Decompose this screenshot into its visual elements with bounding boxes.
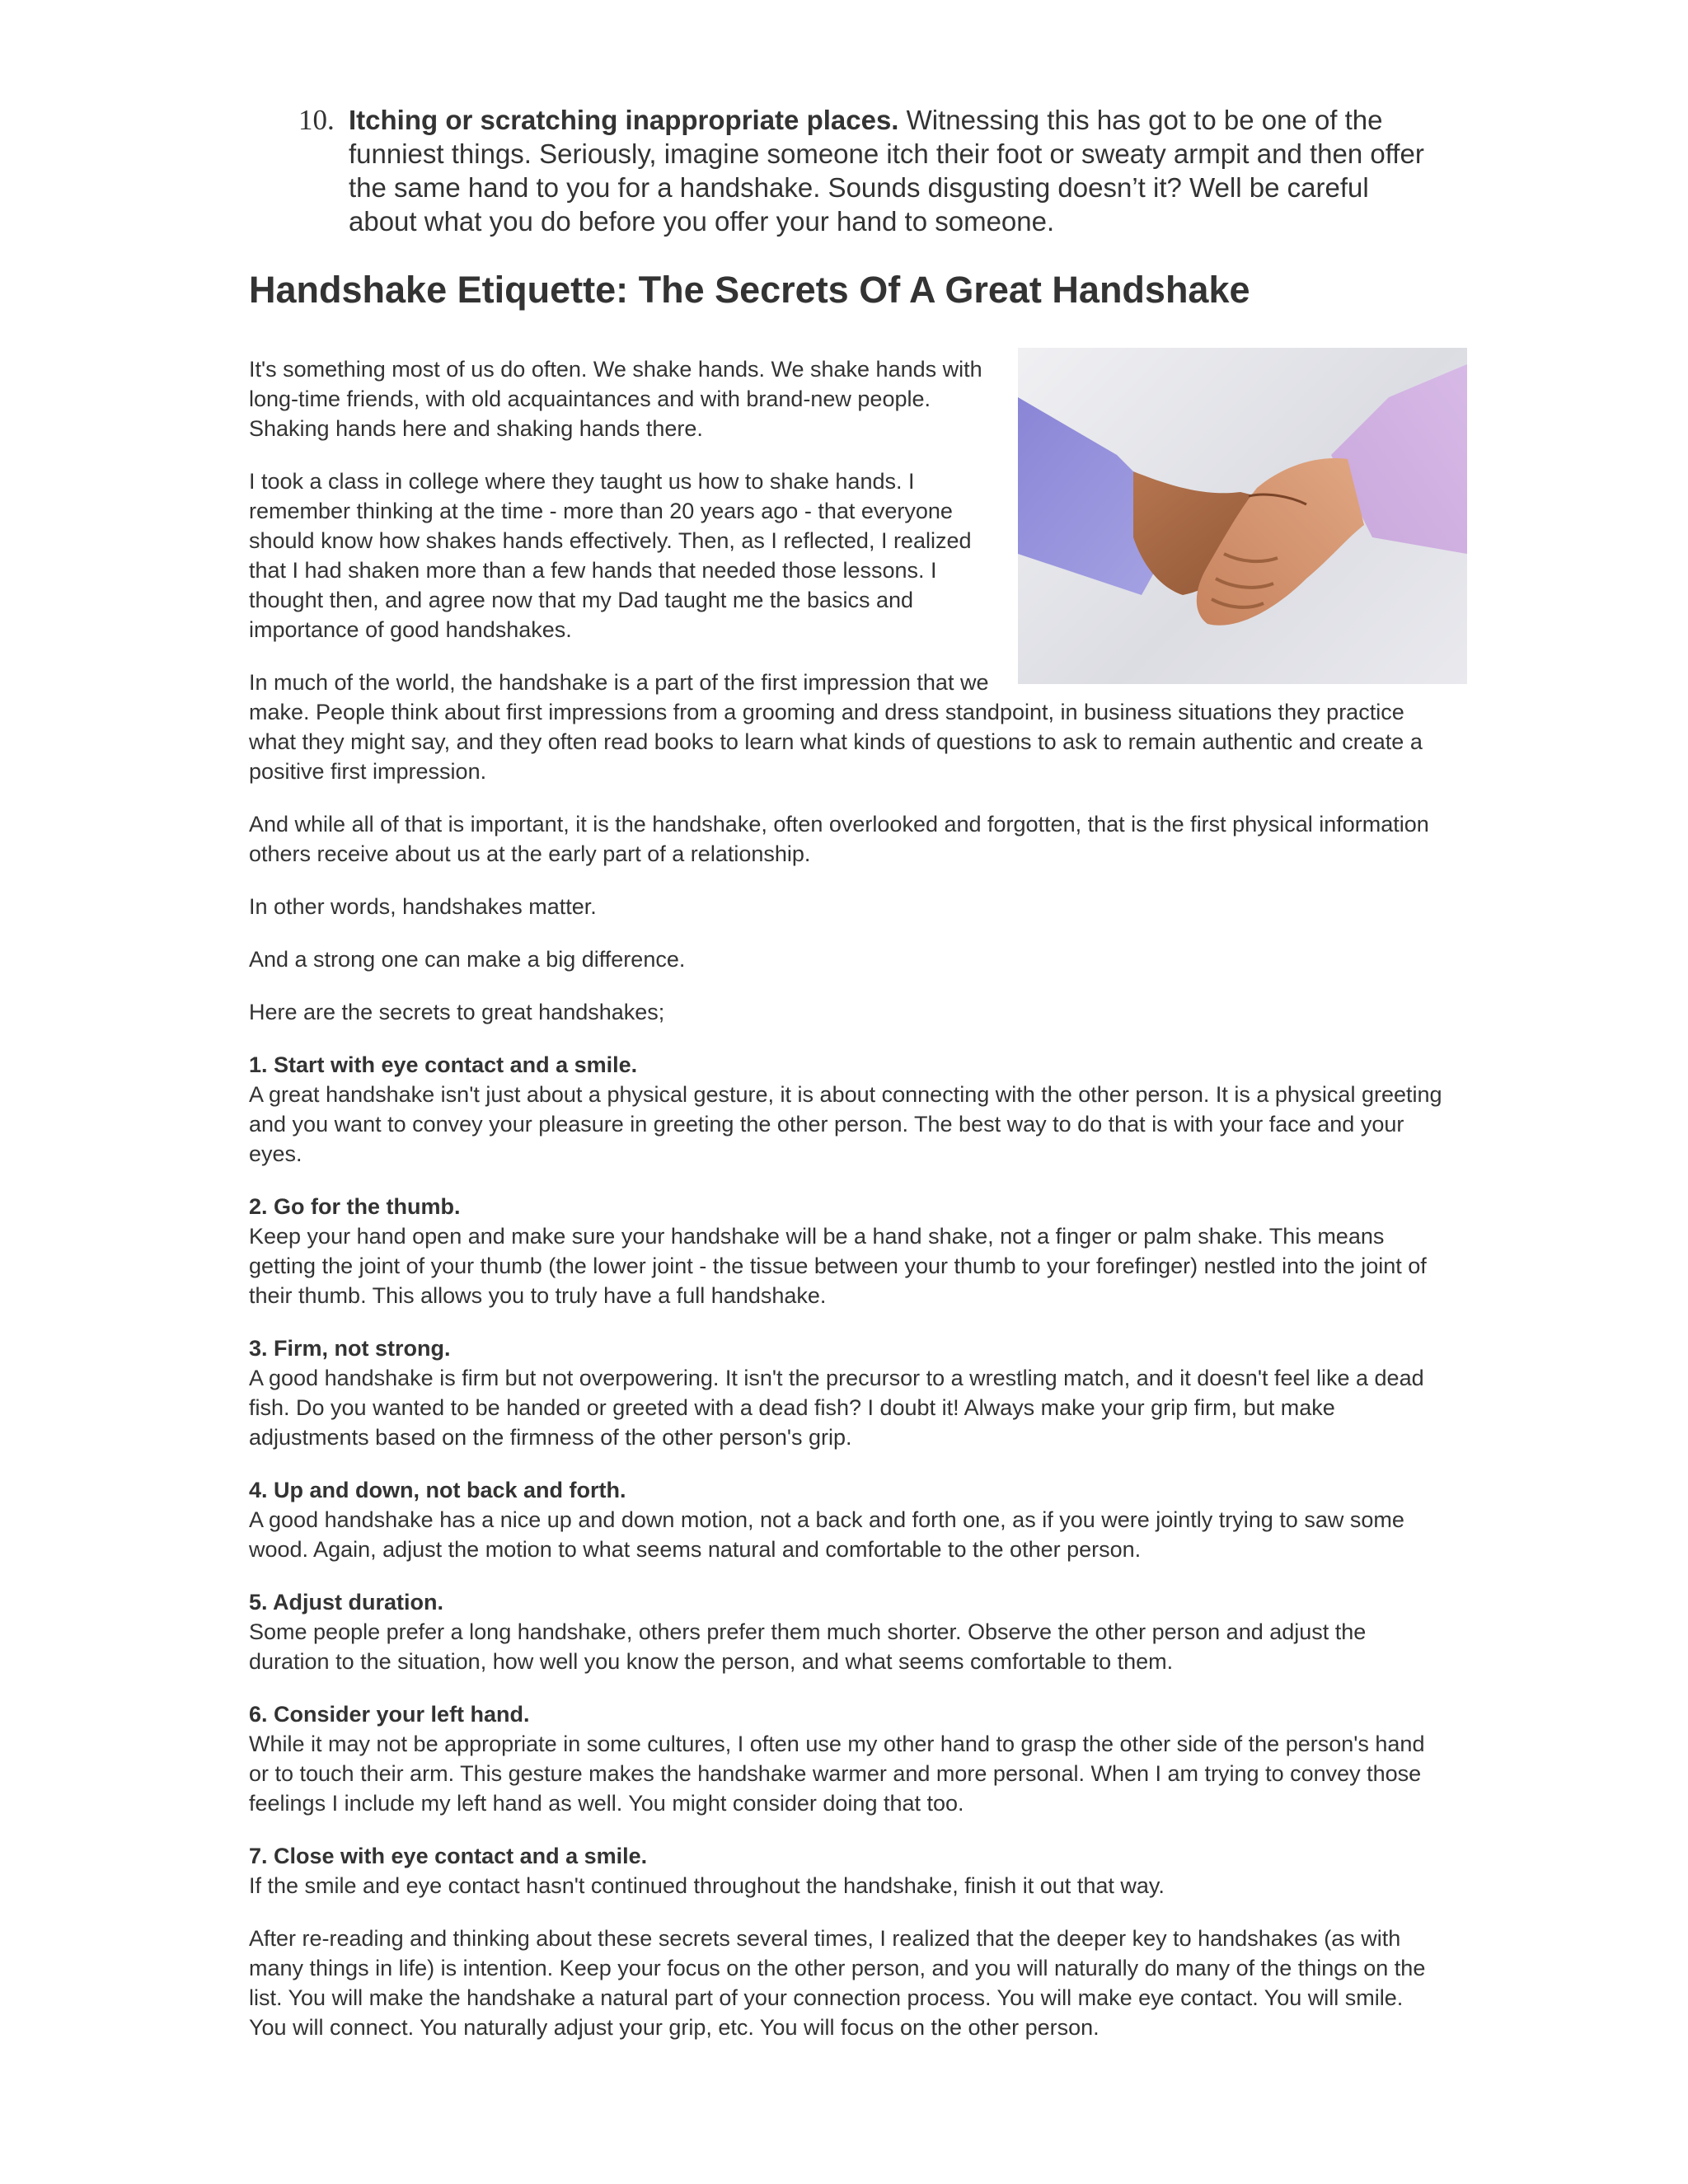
handshake-photo [1018, 348, 1467, 684]
secret-text: While it may not be appropriate in some cultures, I often use my other hand to grasp the other side of the person's hand or to touch their arm. This gesture makes the handshake warmer and more personal. When I am trying to convey those feelings I include my left hand as well. You might consider doing that too. [249, 1732, 1425, 1816]
list-item-text [349, 103, 1436, 238]
secret-item [249, 1050, 1444, 1169]
secret-title: 4. Up and down, not back and forth. [249, 1478, 626, 1502]
list-item-body: Witnessing this has got to be one of the funniest things. Seriously, imagine someone itch their foot or sweaty armpit and then offer the same hand to you for a handshake. Sounds disgusting doesn’t it? Well be careful about what you do before you offer your hand to someone. [349, 105, 1424, 237]
secret-text: A good handshake is firm but not overpowering. It isn't the precursor to a wrestling match, and it doesn't feel like a dead fish. Do you wanted to be handed or greeted with a dead fish? I doubt it! Always make your grip firm, but make adjustments based on the firmness of the other person's grip. [249, 1366, 1424, 1450]
secret-item [249, 1333, 1444, 1452]
secret-item [249, 1699, 1444, 1818]
list-item-10 [298, 103, 1436, 238]
secret-item [249, 1841, 1444, 1900]
secret-title: 6. Consider your left hand. [249, 1702, 530, 1727]
list-number: 10. [298, 104, 335, 136]
paragraph: And a strong one can make a big difference. [249, 947, 686, 972]
secret-title: 3. Firm, not strong. [249, 1336, 451, 1361]
secret-text: A great handshake isn't just about a physical gesture, it is about connecting with the other person. It is a physical greeting and you want to convey your pleasure in greeting the other person. The best way to do that is with your face and your eyes. [249, 1082, 1442, 1166]
secret-text: A good handshake has a nice up and down motion, not a back and forth one, as if you were jointly trying to saw some wood. Again, adjust the motion to what seems natural and comfortable to the other person. [249, 1507, 1404, 1562]
article-body [249, 354, 1444, 2065]
secret-title: 2. Go for the thumb. [249, 1194, 461, 1219]
paragraph: In other words, handshakes matter. [249, 894, 597, 919]
secret-title: 7. Close with eye contact and a smile. [249, 1844, 648, 1868]
list-item-title: Itching or scratching inappropriate places. [349, 105, 899, 135]
secret-title: 5. Adjust duration. [249, 1590, 443, 1615]
secret-item [249, 1475, 1444, 1564]
handshake-illustration [1018, 348, 1467, 684]
secret-text: If the smile and eye contact hasn't continued throughout the handshake, finish it out that way. [249, 1873, 1165, 1898]
paragraph: Here are the secrets to great handshakes; [249, 1000, 665, 1024]
secret-item [249, 1192, 1444, 1310]
secrets-list [249, 1050, 1444, 1900]
paragraph: I took a class in college where they taught us how to shake hands. I remember thinking at the time - more than 20 years ago - that everyone should know how shakes hands effectively. Then, as I reflected, I realized that I had shaken more than a few hands that needed those lessons. I thought then, and agree now that my Dad taught me the basics and importance of good handshakes. [249, 469, 972, 642]
paragraph: It's something most of us do often. We shake hands. We shake hands with long-time friends, with old acquaintances and with brand-new people. Shaking hands here and shaking hands there. [249, 357, 982, 441]
section-heading: Handshake Etiquette: The Secrets Of A Great Handshake [249, 269, 1250, 311]
conclusion-paragraph: After re-reading and thinking about these secrets several times, I realized that the deeper key to handshakes (as with many things in life) is intention. Keep your focus on the other person, and you will naturally do many of the things on the list. You will make the handshake a natural part of your connection process. You will make eye contact. You will smile. You will connect. You naturally adjust your grip, etc. You will focus on the other person. [249, 1926, 1426, 2040]
secret-title: 1. Start with eye contact and a smile. [249, 1052, 638, 1077]
secret-item [249, 1587, 1444, 1676]
secret-text: Some people prefer a long handshake, others prefer them much shorter. Observe the other person and adjust the duration to the situation, how well you know the person, and what seems comfortable to them. [249, 1619, 1367, 1674]
paragraph: And while all of that is important, it is the handshake, often overlooked and forgotten, that is the first physical information others receive about us at the early part of a relationship. [249, 812, 1429, 866]
secret-text: Keep your hand open and make sure your handshake will be a hand shake, not a finger or palm shake. This means getting the joint of your thumb (the lower joint - the tissue between your thumb to your forefinger) nestled into the joint of their thumb. This allows you to truly have a full handshake. [249, 1224, 1427, 1308]
paragraph: In much of the world, the handshake is a part of the first impression that we make. People think about first impressions from a grooming and dress standpoint, in business situations they practice what they might say, and they often read books to learn what kinds of questions to ask to remain authentic and create a positive first impression. [249, 670, 1423, 784]
